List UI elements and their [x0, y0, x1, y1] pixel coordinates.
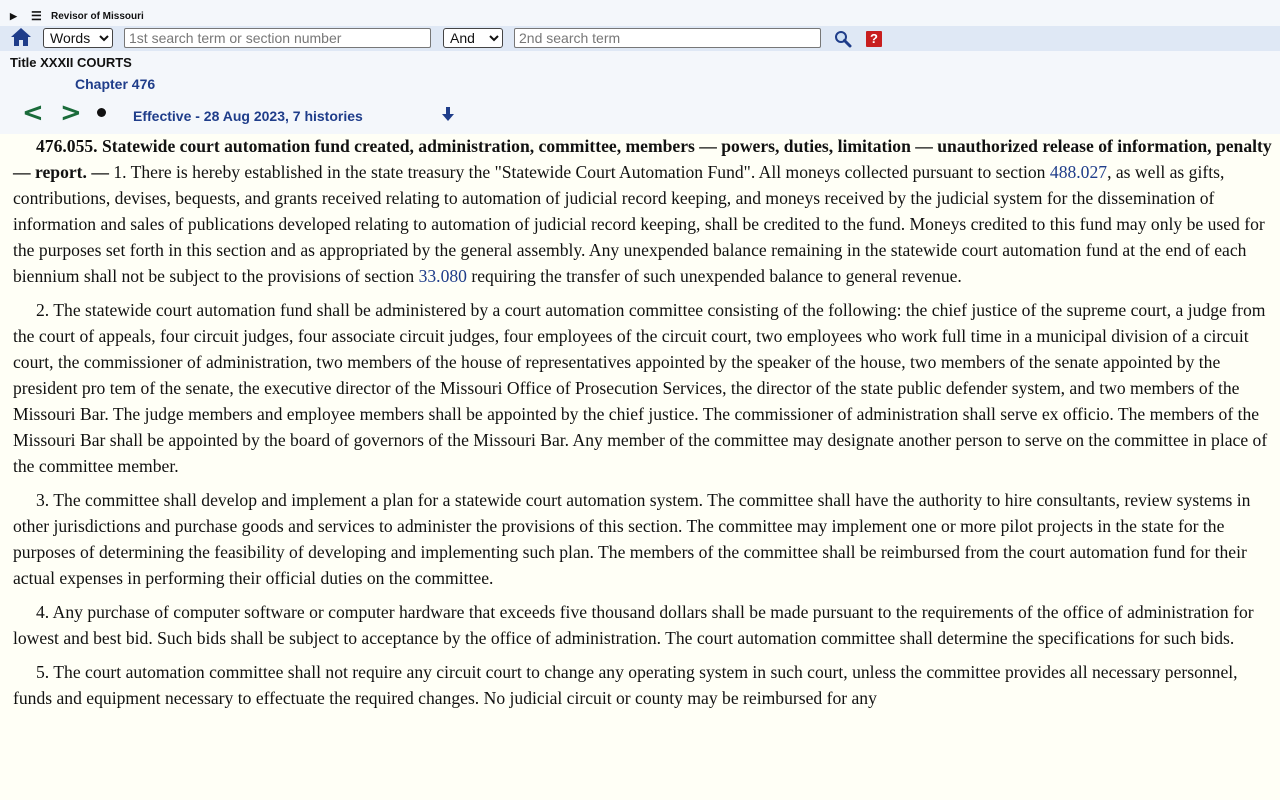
statute-paragraph-1 [13, 133, 1275, 289]
current-section-dot-icon[interactable] [97, 108, 106, 117]
section-488-027-link[interactable]: 488.027 [1049, 162, 1108, 182]
next-section-button[interactable]: > [60, 98, 82, 128]
paragraph-text: 1. There is hereby established in the state treasury the "Statewide Court Automation Fund". All moneys collected pursuant to section [108, 162, 1050, 182]
search-mode-select[interactable] [43, 28, 113, 48]
home-icon[interactable] [10, 27, 32, 47]
statute-title-breadcrumb[interactable]: Title XXXII COURTS [10, 55, 132, 70]
chapter-breadcrumb[interactable]: Chapter 476 [75, 76, 156, 92]
paragraph-text: , as well as gifts, contributions, devises, bequests, and grants received relating to automation of judicial record keeping, and moneys received by the judicial system for the dissemination of information and sales of publications developed relating to automation of judicial record keeping, shall be credited to the fund. Moneys credited to this fund may only be used for the purposes set forth in this section and as appropriated by the general assembly. Any unexpended balance remaining in the statewide court automation fund at the end of each biennium shall not be subject to the provisions of section [13, 162, 1265, 286]
paragraph-text: requiring the transfer of such unexpended balance to general revenue. [466, 266, 962, 286]
first-search-term-input[interactable] [124, 28, 431, 48]
search-icon[interactable] [834, 30, 852, 48]
statute-paragraph-2: 2. The statewide court automation fund shall be administered by a court automation committee consisting of the following: the chief justice of the supreme court, a judge from the court of appeals, four circuit judges, four associate circuit judges, four employees of the circuit court, two employees who work full time in a municipal division of a circuit court, the commissioner of administration, two members of the house of representatives appointed by the speaker of the house, two members of the senate appointed by the president pro tem of the senate, the executive director of the Missouri Office of Prosecution Services, the director of the state public defender system, and two members of the Missouri Bar. The judge members and employee members shall be appointed by the chief justice. The commissioner of administration shall serve ex officio. The members of the Missouri Bar shall be appointed by the board of governors of the Missouri Bar. Any member of the committee may designate another person to serve on the committee in place of the committee member. [13, 300, 1268, 476]
down-arrow-icon[interactable] [440, 106, 456, 122]
statute-text [13, 134, 1275, 719]
previous-section-button[interactable]: < [22, 98, 44, 128]
statute-paragraph-4: 4. Any purchase of computer software or computer hardware that exceeds five thousand dollars shall be made pursuant to the requirements of the office of administration for lowest and best bid. Such bids shall be subject to acceptance by the office of administration. The court automation committee shall determine the specifications for such bids. [13, 602, 1254, 648]
statute-paragraph-3: 3. The committee shall develop and implement a plan for a statewide court automation system. The committee shall have the authority to hire consultants, review systems in other jurisdictions and purchase goods and services to administer the provisions of this section. The committee may implement one or more pilot projects in the state for the purposes of determining the feasibility of developing and implementing such plan. The members of the committee shall be reimbursed from the court automation fund for their actual expenses in performing their official duties on the committee. [13, 490, 1251, 588]
expand-triangle-icon[interactable]: ▶ [10, 10, 17, 21]
hamburger-menu-icon[interactable]: ☰ [31, 9, 42, 23]
statute-paragraph-5: 5. The court automation committee shall not require any circuit court to change any operating system in such court, unless the committee provides all necessary personnel, funds and equipment necessary to effectuate the required changes. No judicial circuit or county may be reimbursed for any [13, 662, 1238, 708]
second-search-term-input[interactable] [514, 28, 821, 48]
effective-date-link[interactable]: Effective - 28 Aug 2023, 7 histories [133, 108, 363, 124]
section-heading: 476.055. Statewide court automation fund created, administration, committee, members — powers, duties, limitation — unauthorized release of information, penalty — report. — [13, 136, 1272, 182]
search-bar [0, 26, 1280, 51]
site-title[interactable]: Revisor of Missouri [51, 10, 144, 22]
section-33-080-link[interactable]: 33.080 [418, 266, 467, 286]
search-operator-select[interactable] [443, 28, 503, 48]
help-icon[interactable]: ? [866, 31, 882, 47]
section-nav [0, 100, 1280, 130]
page-header [0, 0, 1280, 134]
